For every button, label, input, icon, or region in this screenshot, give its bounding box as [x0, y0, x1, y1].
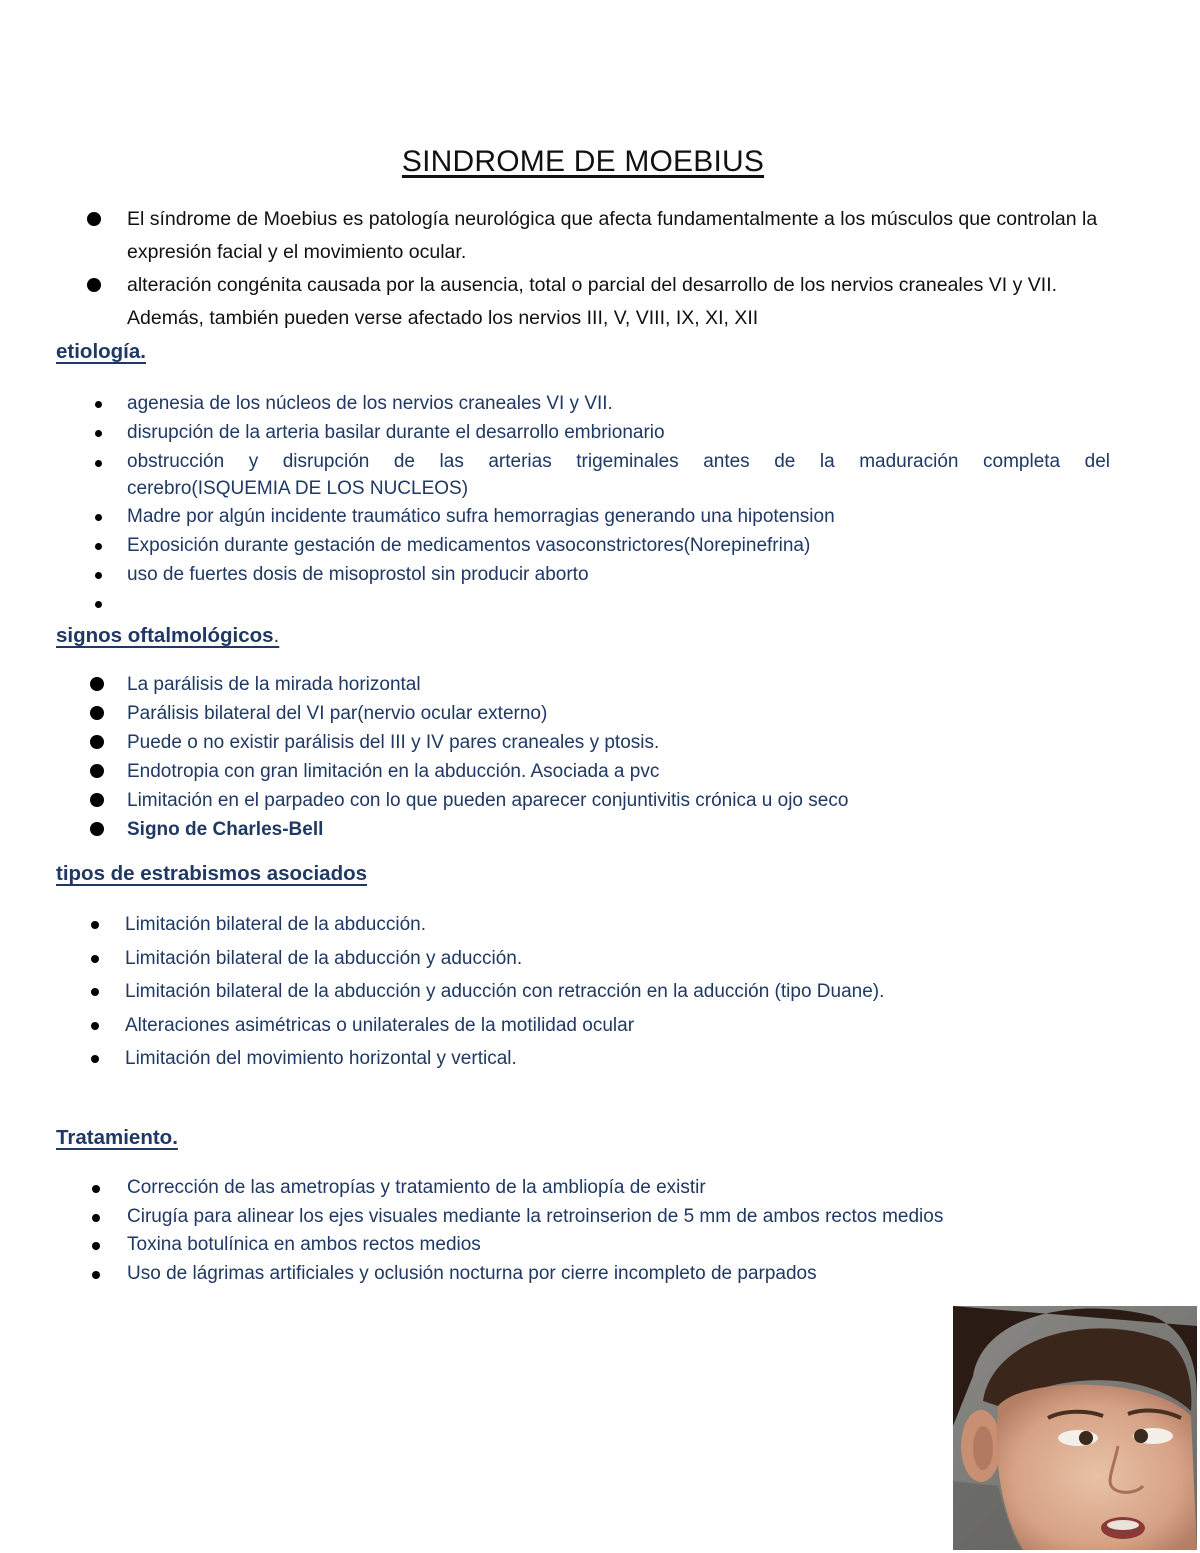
item-text: Toxina botulínica en ambos rectos medios — [127, 1234, 481, 1255]
bullet-icon — [90, 735, 104, 749]
item-text: Cirugía para alinear los ejes visuales mediante la retroinserion de 5 mm de ambos rectos medios — [127, 1205, 944, 1227]
list-item — [0, 815, 848, 844]
list-item — [0, 1042, 884, 1076]
bullet-icon — [91, 921, 99, 929]
intro-text: El síndrome de Moebius es patología neurológica que afecta fundamentalmente a los músculos que controlan la expresión facial y el movimiento ocular. — [127, 208, 1098, 263]
section-heading-tratamiento: Tratamiento. — [56, 1126, 178, 1149]
bullet-icon — [91, 955, 99, 963]
item-text: disrupción de la arteria basilar durante el desarrollo embrionario — [127, 422, 665, 443]
bullet-icon — [92, 1271, 100, 1279]
bullet-icon — [95, 572, 102, 579]
item-text-continued: cerebro(ISQUEMIA DE LOS NUCLEOS) — [127, 478, 469, 499]
list-item — [0, 1009, 884, 1043]
list-item — [0, 728, 848, 757]
bullet-icon — [92, 1214, 100, 1222]
bullet-icon — [91, 1055, 99, 1063]
item-text: Exposición durante gestación de medicamentos vasoconstrictores(Norepinefrina) — [127, 535, 811, 556]
list-item — [0, 670, 848, 699]
item-text: Parálisis bilateral del VI par(nervio ocular externo) — [127, 703, 548, 724]
list-item — [0, 560, 1110, 589]
bullet-icon — [90, 706, 104, 720]
list-item — [0, 975, 884, 1009]
heading-text: signos oftalmológicos — [56, 624, 274, 647]
bullet-icon — [95, 401, 102, 408]
list-item — [0, 389, 1110, 418]
bullet-icon — [95, 601, 102, 608]
item-text: uso de fuertes dosis de misoprostol sin producir aborto — [127, 564, 589, 585]
item-text: obstrucción y disrupción de las arterias trigeminales antes de la maduración completa del — [127, 451, 1110, 472]
section-heading-signos — [56, 624, 279, 648]
bullet-icon — [95, 430, 102, 437]
item-text: Limitación del movimiento horizontal y vertical. — [125, 1048, 517, 1069]
item-text: agenesia de los núcleos de los nervios craneales VI y VII. — [127, 393, 613, 414]
signos-list — [0, 670, 848, 844]
list-item — [0, 757, 848, 786]
item-text: Limitación en el parpadeo con lo que pueden aparecer conjuntivitis crónica u ojo seco — [127, 790, 849, 811]
child-face-illustration — [953, 1306, 1197, 1550]
patient-photo — [953, 1306, 1197, 1550]
bullet-icon — [90, 677, 104, 691]
item-text: Corrección de las ametropías y tratamiento de la ambliopía de existir — [127, 1177, 706, 1198]
item-text: Puede o no existir parálisis del III y IV pares craneales y ptosis. — [127, 732, 660, 753]
bullet-icon — [90, 793, 104, 807]
list-item — [0, 1260, 943, 1289]
bullet-icon — [95, 514, 102, 521]
bullet-icon — [87, 212, 101, 226]
bullet-icon — [92, 1242, 100, 1250]
item-text: Limitación bilateral de la abducción y aducción con retracción en la aducción (tipo Duane). — [125, 981, 885, 1002]
item-text: Endotropia con gran limitación en la abducción. Asociada a pvc — [127, 761, 660, 782]
item-text: Madre por algún incidente traumático sufra hemorragias generando una hipotension — [127, 506, 835, 527]
list-item — [0, 908, 884, 942]
list-item — [0, 1174, 943, 1203]
intro-list — [0, 203, 1110, 335]
list-item — [0, 1203, 943, 1232]
intro-text: alteración congénita causada por la ausencia, total o parcial del desarrollo de los nervios craneales VI y VII. Además, también pueden verse afectado los nervios III, V, VIII, IX, XI, XII — [127, 274, 1058, 329]
list-item — [0, 448, 1110, 502]
heading-suffix: . — [273, 624, 280, 647]
item-text: Uso de lágrimas artificiales y oclusión nocturna por cierre incompleto de parpados — [127, 1262, 817, 1284]
list-item — [0, 699, 848, 728]
list-item — [0, 269, 1110, 335]
bullet-icon — [90, 764, 104, 778]
bullet-icon — [91, 988, 99, 996]
item-text: Alteraciones asimétricas o unilaterales de la motilidad ocular — [125, 1014, 635, 1036]
list-item — [0, 502, 1110, 531]
bullet-icon — [87, 278, 101, 292]
item-text: Limitación bilateral de la abducción y aducción. — [125, 947, 523, 969]
bullet-icon — [95, 460, 102, 467]
bullet-icon — [90, 822, 104, 836]
tipos-list — [0, 908, 884, 1076]
section-heading-tipos: tipos de estrabismos asociados — [56, 862, 368, 885]
list-item-empty — [0, 589, 1110, 616]
bullet-icon — [95, 543, 102, 550]
tratamiento-list — [0, 1174, 943, 1288]
section-heading-etiologia: etiología. — [56, 340, 146, 363]
list-item — [0, 531, 1110, 560]
list-item — [0, 786, 848, 815]
item-text: Limitación bilateral de la abducción. — [125, 914, 427, 935]
list-item — [0, 942, 884, 976]
list-item — [0, 418, 1110, 447]
item-text: La parálisis de la mirada horizontal — [127, 674, 421, 695]
item-text: Signo de Charles-Bell — [127, 819, 324, 840]
bullet-icon — [91, 1022, 99, 1030]
bullet-icon — [92, 1185, 100, 1193]
page-title: SINDROME DE MOEBIUS — [401, 145, 765, 178]
list-item — [0, 203, 1110, 269]
etiologia-list — [0, 389, 1110, 616]
list-item — [0, 1231, 943, 1260]
